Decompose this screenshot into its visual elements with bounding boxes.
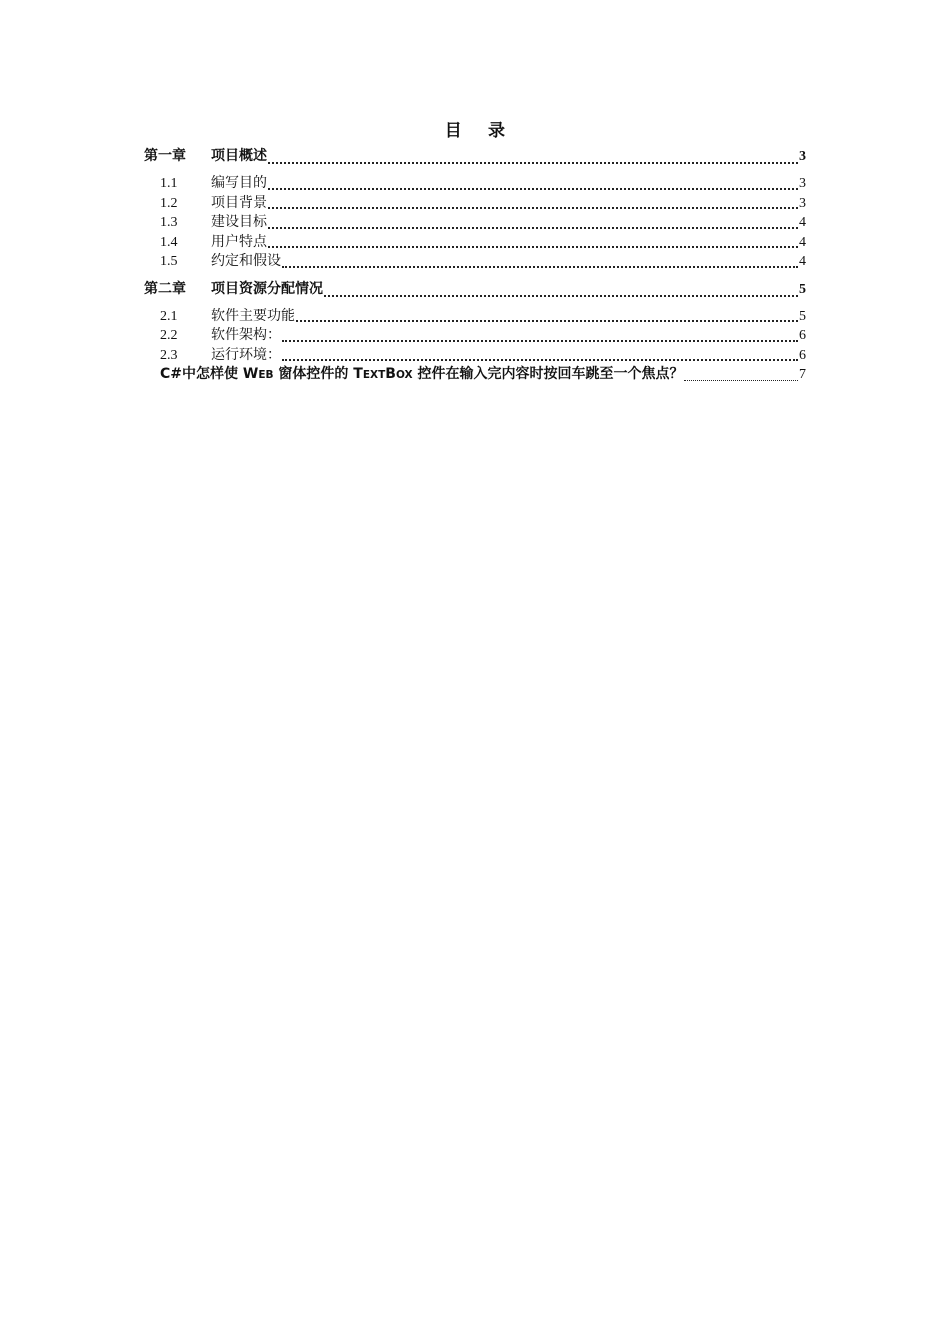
page-number: 7 [799, 367, 806, 382]
dot-leader [684, 380, 798, 381]
page-number: 3 [799, 176, 806, 191]
toc-section-2-1[interactable] [144, 307, 806, 327]
page-number: 3 [799, 149, 806, 164]
toc-extra-entry[interactable] [144, 365, 806, 385]
smallcaps-b-initial: B [385, 366, 396, 382]
section-number: 1.4 [160, 234, 178, 250]
dot-leader [268, 207, 798, 209]
section-title: 项目背景 [211, 195, 267, 211]
dot-leader [268, 227, 798, 229]
toc-section-1-4[interactable] [144, 233, 806, 253]
toc-section-1-5[interactable] [144, 252, 806, 272]
smallcaps-t-initial: T [353, 366, 363, 382]
extra-entry-text-2: 窗体控件的 [273, 366, 354, 382]
dot-leader [296, 320, 798, 322]
section-number: 1.1 [160, 176, 178, 191]
extra-entry-title [160, 365, 683, 386]
dot-leader [324, 295, 798, 297]
section-title: 软件主要功能 [211, 308, 295, 324]
page-number: 6 [799, 347, 806, 363]
section-number: 1.3 [160, 215, 178, 230]
chapter-title: 项目概述 [211, 149, 267, 164]
extra-entry-text-3: 控件在输入完内容时按回车跳至一个焦点？ [412, 366, 684, 382]
section-number: 2.2 [160, 328, 178, 343]
section-title: 约定和假设 [211, 254, 281, 269]
page-number: 4 [799, 234, 806, 250]
page-number: 6 [799, 328, 806, 343]
dot-leader [282, 266, 798, 268]
chapter-title: 项目资源分配情况 [211, 281, 323, 297]
page-number: 4 [799, 254, 806, 269]
section-title: 运行环境： [211, 347, 281, 363]
page-number: 5 [799, 281, 806, 297]
dot-leader [282, 359, 798, 361]
page-number: 4 [799, 215, 806, 230]
toc-title-left: 目 [444, 121, 462, 140]
table-of-contents [144, 146, 806, 385]
toc-chapter-1[interactable] [144, 146, 806, 168]
section-number: 2.3 [160, 347, 178, 363]
section-title: 软件架构： [211, 328, 281, 343]
smallcaps-b-rest: OX [395, 369, 413, 381]
section-number: 1.2 [160, 195, 178, 211]
chapter-number: 第二章 [144, 281, 186, 297]
extra-entry-text-1: C#中怎样使 [160, 366, 243, 382]
section-number: 1.5 [160, 254, 178, 269]
section-title: 用户特点 [211, 234, 267, 250]
section-title: 编写目的 [211, 176, 267, 191]
toc-section-1-2[interactable] [144, 194, 806, 214]
smallcaps-t-rest: EXT [362, 369, 386, 381]
dot-leader [268, 246, 798, 248]
toc-title-right: 录 [488, 121, 506, 140]
dot-leader [268, 188, 798, 190]
section-title: 建设目标 [211, 215, 267, 230]
chapter-number: 第一章 [144, 149, 186, 164]
smallcaps-w-rest: EB [258, 369, 274, 381]
toc-section-1-3[interactable] [144, 213, 806, 233]
toc-chapter-2[interactable] [144, 279, 806, 301]
section-number: 2.1 [160, 308, 178, 324]
page-number: 5 [799, 308, 806, 324]
page-number: 3 [799, 195, 806, 211]
dot-leader [282, 340, 798, 342]
toc-section-2-2[interactable] [144, 326, 806, 346]
toc-section-2-3[interactable] [144, 346, 806, 366]
dot-leader [268, 162, 798, 164]
toc-title [0, 116, 950, 141]
toc-section-1-1[interactable] [144, 174, 806, 194]
smallcaps-w-initial: W [242, 366, 259, 382]
